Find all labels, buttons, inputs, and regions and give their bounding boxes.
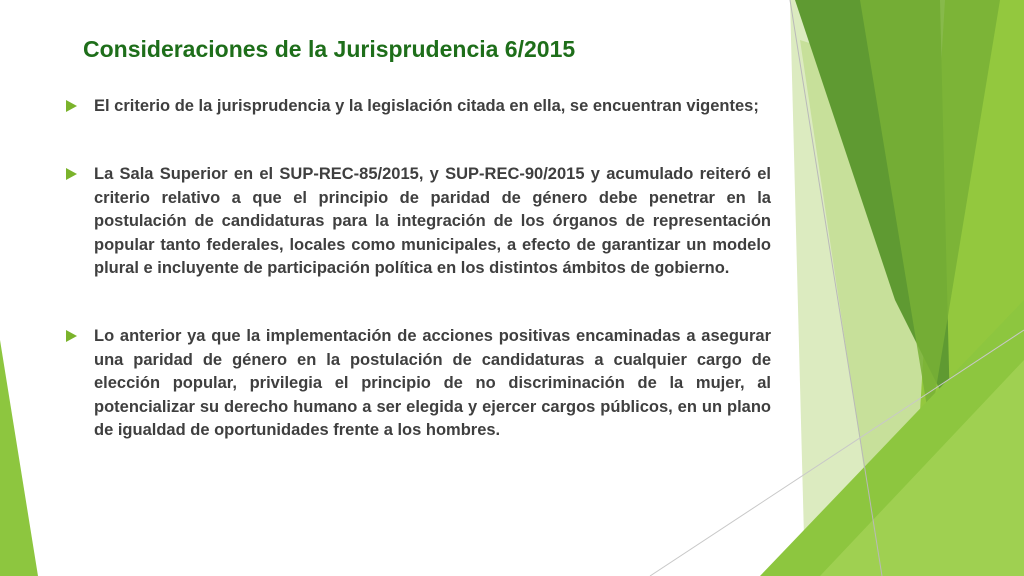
bullet-text-3: Lo anterior ya que la implementación de acciones positivas encaminadas a asegurar una paridad de género en la postulación de candidaturas a cualquier cargo de elección popular, privilegia el principio de no discriminación de la mujer, al potencializar su derecho humano a ser elegida y ejercer cargos públicos, en un plano de igualdad de oportunidades frente a los hombres.	[94, 327, 771, 440]
bullet-item-3	[66, 325, 771, 442]
triangle-right-icon	[66, 100, 77, 112]
bullet-text-2: La Sala Superior en el SUP-REC-85/2015, y SUP-REC-90/2015 y acumulado reiteró el criterio relativo a que el principio de paridad de género debe penetrar en la postulación de candidaturas para la integración de los órganos de representación popular tanto federales, locales como municipales, a efecto de garantizar un modelo plural e incluyente de participación política en los distintos ámbitos de gobierno.	[94, 165, 771, 278]
deco-left-green-wedge	[0, 340, 38, 576]
bullet-list	[66, 95, 771, 442]
triangle-right-icon	[66, 330, 77, 342]
triangle-right-icon	[66, 168, 77, 180]
bullet-item-2	[66, 163, 771, 280]
bullet-item-1	[66, 95, 771, 118]
slide-title: Consideraciones de la Jurisprudencia 6/2015	[83, 36, 576, 62]
bullet-text-1: El criterio de la jurisprudencia y la legislación citada en ella, se encuentran vigentes;	[94, 97, 759, 115]
